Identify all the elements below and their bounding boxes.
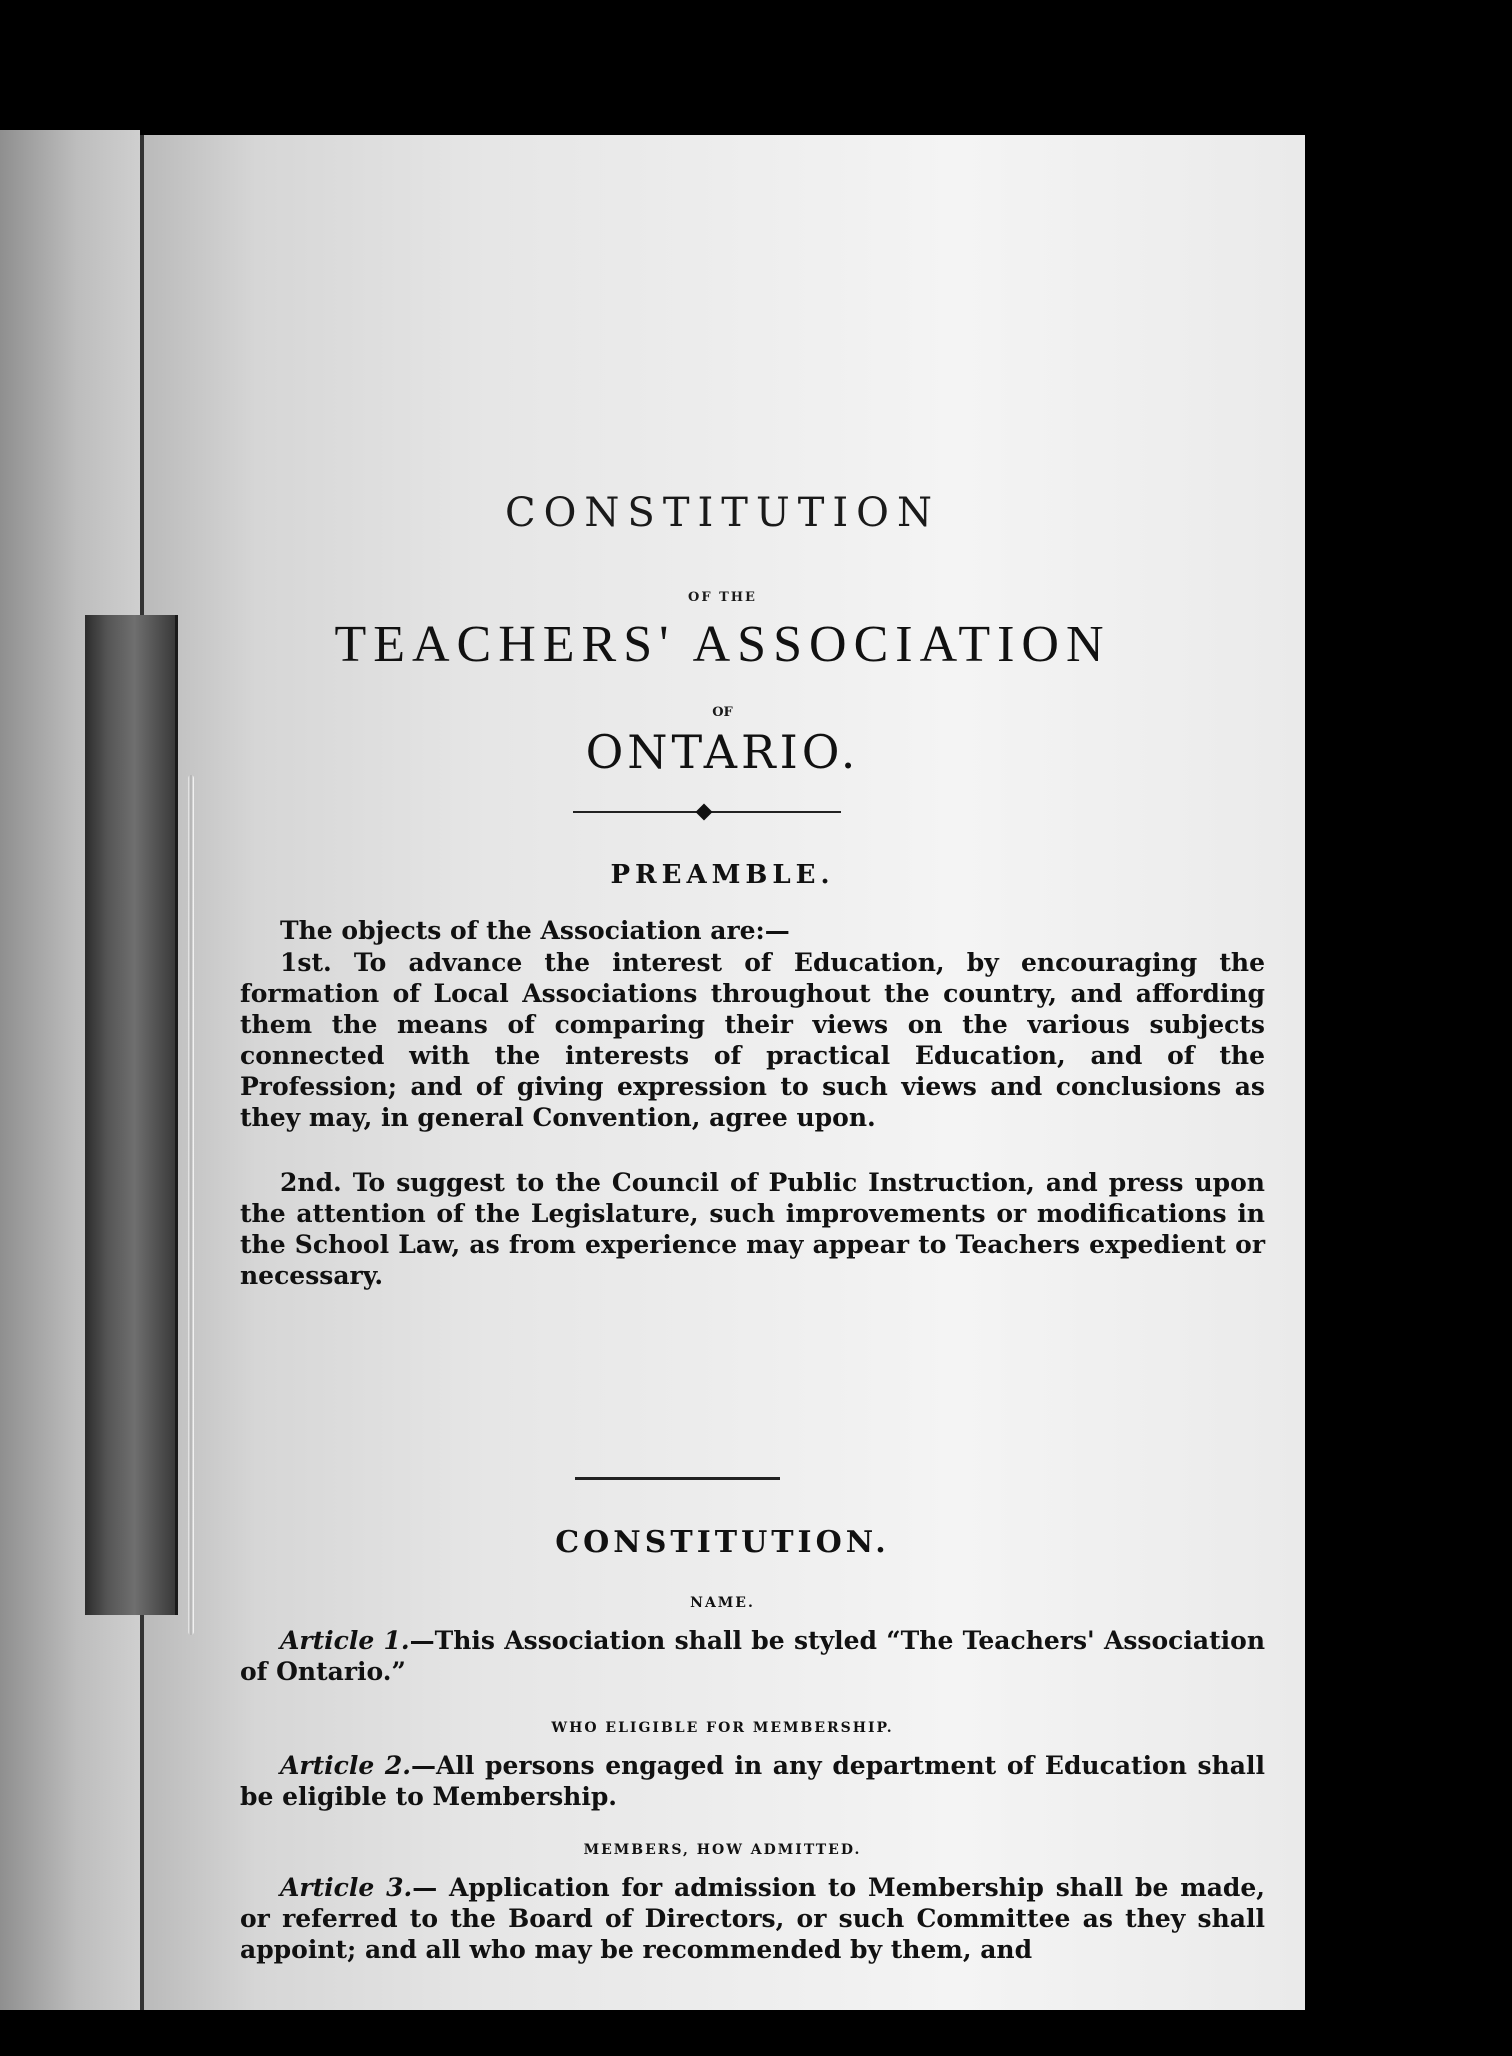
- preamble-intro: The objects of the Association are:—: [280, 916, 790, 945]
- preamble-heading: PREAMBLE.: [610, 860, 835, 890]
- article-1-text: —This Association shall be styled “The Teachers' Association of Ontario.”: [240, 1626, 1265, 1686]
- title-association: TEACHERS' ASSOCIATION: [334, 616, 1111, 673]
- title-constitution: CONSTITUTION: [505, 490, 940, 536]
- subheading-eligibility: WHO ELIGIBLE FOR MEMBERSHIP.: [551, 1720, 894, 1736]
- preamble-item-1: 1st. To advance the interest of Education, by encouraging the formation of Local Associations throughout the country, and affording them the means of comparing their views on the various subjects connected with the interests of practical Education, and of the Profession; and of giving expression to such views and conclusions as they may, in general Convention, agree upon.: [240, 948, 1265, 1132]
- title-of-the: OF THE: [688, 590, 757, 605]
- subheading-name: NAME.: [690, 1595, 755, 1611]
- article-3-label: Article 3.: [280, 1873, 413, 1902]
- article-2-label: Article 2.: [280, 1751, 411, 1780]
- binding-thread: [188, 775, 194, 1635]
- title-ontario: ONTARIO.: [585, 725, 860, 779]
- article-2-text: —All persons engaged in any department of Education shall be eligible to Membership.: [240, 1751, 1265, 1811]
- constitution-heading: CONSTITUTION.: [555, 1525, 890, 1560]
- article-3-text: — Application for admission to Membership shall be made, or referred to the Board of Directors, or such Committee as they shall appoint; and all who may be recommended by them, and: [240, 1873, 1265, 1964]
- title-of: OF: [712, 705, 733, 720]
- document-page: [140, 135, 1305, 2010]
- section-rule: [575, 1477, 780, 1480]
- ornament-diamond: [696, 804, 713, 821]
- article-1-label: Article 1.: [280, 1626, 410, 1655]
- article-1: [240, 1625, 1265, 1687]
- article-3: [240, 1872, 1265, 1965]
- preamble-item-2: 2nd. To suggest to the Council of Public Instruction, and press upon the attention of the Legislature, such improvements or modifications in the School Law, as from experience may appear to Teachers expedient or necessary.: [240, 1168, 1265, 1290]
- subheading-admission: MEMBERS, HOW ADMITTED.: [583, 1842, 862, 1858]
- article-2: [240, 1750, 1265, 1812]
